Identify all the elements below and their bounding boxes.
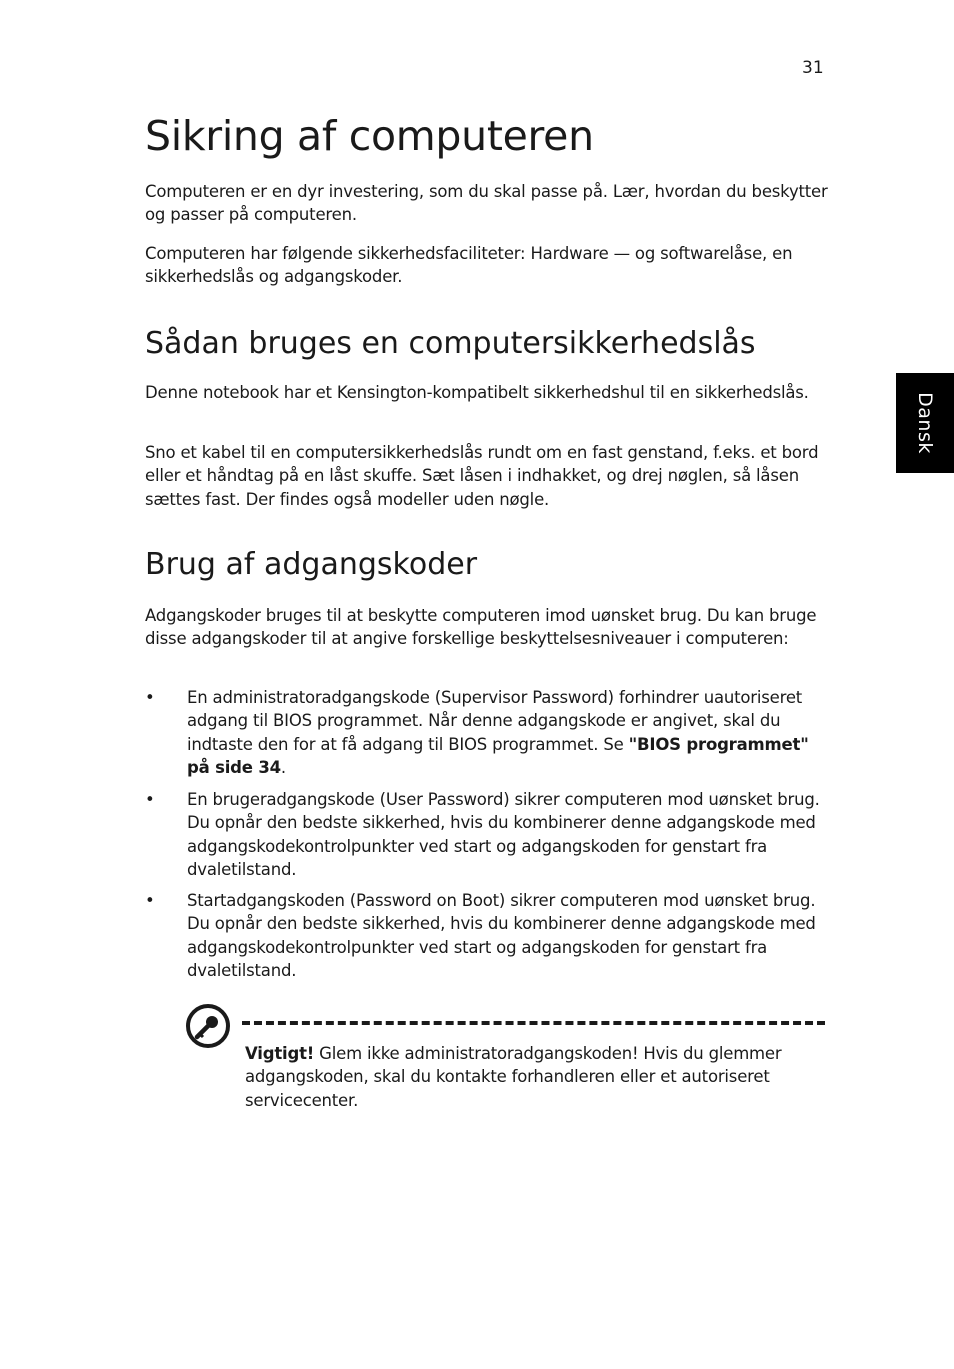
- note-label: Vigtigt!: [245, 1044, 315, 1063]
- list-item-text: [187, 686, 827, 779]
- page-number: 31: [802, 58, 824, 78]
- passwords-intro: Adgangskoder bruges til at beskytte computeren imod uønsket brug. Du kan bruge disse adgangskoder til at angive forskellige beskyttelsesniveauer i computeren:: [145, 606, 817, 649]
- note-divider: [242, 1021, 825, 1025]
- intro-paragraph-2: Computeren har følgende sikkerhedsfaciliteter: Hardware — og softwarelåse, en sikkerhedslås og adgangskoder.: [145, 244, 793, 287]
- lock-paragraph-1: Denne notebook har et Kensington-kompatibelt sikkerhedshul til en sikkerhedslås.: [145, 383, 809, 402]
- bullet-icon: •: [145, 891, 155, 910]
- list-item-text: En brugeradgangskode (User Password) sikrer computeren mod uønsket brug. Du opnår den bedste sikkerhed, hvis du kombinerer denne adgangskode med adgangskodekontrolpunkter ved start og adgangskoden for genstart fra dvaletilstand.: [187, 790, 820, 879]
- page-title: Sikring af computeren: [145, 112, 594, 160]
- intro-paragraph-1: Computeren er en dyr investering, som du skal passe på. Lær, hvordan du beskytter og passer på computeren.: [145, 182, 828, 225]
- section-heading-lock: Sådan bruges en computersikkerhedslås: [145, 326, 756, 361]
- note-body: Glem ikke administratoradgangskoden! Hvis du glemmer adgangskoden, skal du kontakte forhandleren eller et autoriseret servicecenter.: [245, 1044, 782, 1110]
- note-text: [245, 1042, 830, 1112]
- list-item-body: En administratoradgangskode (Supervisor Password) forhindrer uautoriseret adgang til BIOS programmet. Når denne adgangskode er angivet, skal du indtaste den for at få adgang til BIOS programmet. Se: [187, 688, 803, 754]
- section-heading-passwords: Brug af adgangskoder: [145, 547, 478, 582]
- bios-cross-reference-link[interactable]: "BIOS programmet" på side 34: [187, 734, 809, 777]
- language-tab: [896, 373, 954, 473]
- list-item-end: .: [280, 757, 286, 777]
- lock-paragraph-2: Sno et kabel til en computersikkerhedslås rundt om en fast genstand, f.eks. et bord eller et håndtag på en låst skuffe. Sæt låsen i indhakket, og drej nøglen, så låsen sættes fast. Der findes også modeller uden nøgle.: [145, 443, 819, 509]
- list-item-text: Startadgangskoden (Password on Boot) sikrer computeren mod uønsket brug. Du opnår den bedste sikkerhed, hvis du kombinerer denne adgangskode med adgangskodekontrolpunkter ved start og adgangskoden for genstart fra dvaletilstand.: [187, 891, 816, 980]
- language-tab-label: Dansk: [914, 392, 936, 454]
- key-icon: [185, 1003, 231, 1049]
- bullet-icon: •: [145, 688, 155, 707]
- bullet-icon: •: [145, 790, 155, 809]
